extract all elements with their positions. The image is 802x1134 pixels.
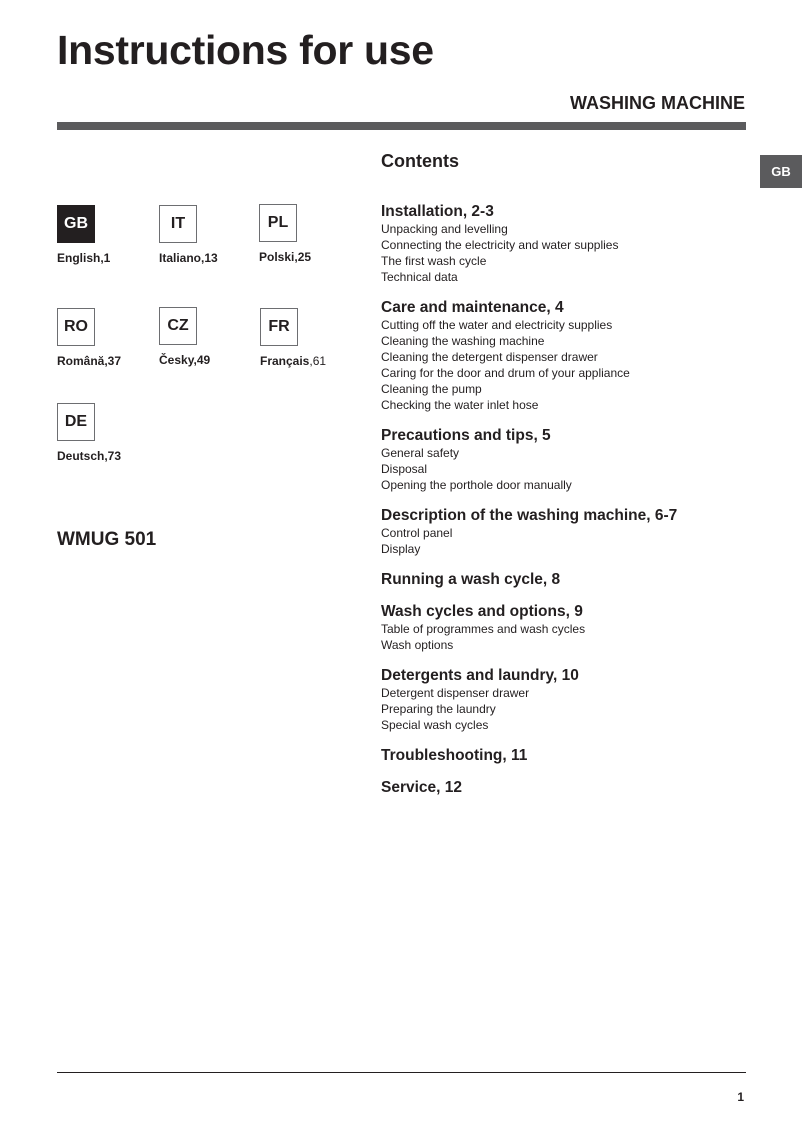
- table-of-contents: [381, 202, 741, 810]
- language-page: ,25: [294, 250, 312, 264]
- language-name: English: [57, 251, 101, 265]
- language-label: [159, 251, 259, 265]
- language-option-cz[interactable]: [159, 307, 259, 367]
- toc-heading[interactable]: Running a wash cycle, 8: [381, 571, 561, 588]
- toc-heading[interactable]: Service, 12: [381, 779, 463, 796]
- toc-heading[interactable]: Precautions and tips, 5: [381, 427, 551, 444]
- language-page: ,49: [193, 353, 211, 367]
- language-code-box[interactable]: DE: [57, 403, 95, 441]
- contents-title: Contents: [381, 151, 459, 171]
- language-name: Česky: [159, 353, 194, 367]
- toc-heading[interactable]: Wash cycles and options, 9: [381, 603, 583, 620]
- language-label: [159, 353, 259, 367]
- toc-heading[interactable]: Detergents and laundry, 10: [381, 667, 579, 684]
- page-number: 1: [737, 1090, 744, 1104]
- toc-heading[interactable]: Installation, 2-3: [381, 203, 494, 220]
- language-page: ,73: [104, 449, 122, 463]
- toc-section: [381, 570, 741, 589]
- toc-item[interactable]: Caring for the door and drum of your appliance: [381, 366, 630, 380]
- toc-section: [381, 602, 741, 653]
- language-label: [57, 251, 157, 265]
- toc-item[interactable]: Cleaning the washing machine: [381, 334, 545, 348]
- toc-section: [381, 202, 741, 285]
- toc-item[interactable]: General safety: [381, 446, 460, 460]
- language-option-ro[interactable]: [57, 308, 157, 368]
- language-code-box[interactable]: RO: [57, 308, 95, 346]
- language-page: ,1: [100, 251, 111, 265]
- bottom-divider: [57, 1072, 746, 1073]
- toc-item[interactable]: Wash options: [381, 638, 454, 652]
- toc-section: [381, 426, 741, 493]
- toc-item[interactable]: Disposal: [381, 462, 428, 476]
- language-page: ,61: [309, 354, 327, 368]
- toc-item[interactable]: Display: [381, 542, 421, 556]
- language-page: ,13: [201, 251, 218, 265]
- language-option-it[interactable]: [159, 205, 259, 265]
- language-code-box[interactable]: FR: [260, 308, 298, 346]
- toc-item[interactable]: Opening the porthole door manually: [381, 478, 572, 492]
- language-side-tab: GB: [760, 155, 802, 188]
- toc-item[interactable]: Table of programmes and wash cycles: [381, 622, 586, 636]
- model-number: WMUG 501: [57, 529, 157, 550]
- toc-item[interactable]: Cleaning the detergent dispenser drawer: [381, 350, 598, 364]
- language-option-pl[interactable]: [259, 204, 359, 264]
- toc-item[interactable]: Connecting the electricity and water supplies: [381, 238, 619, 252]
- language-code-box[interactable]: GB: [57, 205, 95, 243]
- toc-item[interactable]: The first wash cycle: [381, 254, 487, 268]
- toc-item[interactable]: Unpacking and levelling: [381, 222, 508, 236]
- language-label: [260, 354, 360, 368]
- language-name: Italiano: [159, 251, 202, 265]
- language-page: ,37: [104, 354, 122, 368]
- language-option-fr[interactable]: [260, 308, 360, 368]
- language-label: [57, 449, 157, 463]
- toc-heading[interactable]: Description of the washing machine, 6-7: [381, 507, 678, 524]
- toc-heading[interactable]: Troubleshooting, 11: [381, 747, 528, 764]
- language-name: Română: [57, 354, 105, 368]
- toc-section: [381, 746, 741, 765]
- language-code-box[interactable]: PL: [259, 204, 297, 242]
- toc-item[interactable]: Technical data: [381, 270, 458, 284]
- product-type: WASHING MACHINE: [570, 93, 745, 113]
- toc-item[interactable]: Control panel: [381, 526, 453, 540]
- language-code-box[interactable]: CZ: [159, 307, 197, 345]
- toc-item[interactable]: Cutting off the water and electricity supplies: [381, 318, 613, 332]
- language-option-gb[interactable]: [57, 205, 157, 265]
- toc-item[interactable]: Checking the water inlet hose: [381, 398, 539, 412]
- toc-section: [381, 506, 741, 557]
- language-name: Deutsch: [57, 449, 105, 463]
- language-label: [57, 354, 157, 368]
- toc-heading[interactable]: Care and maintenance, 4: [381, 299, 564, 316]
- toc-section: [381, 298, 741, 413]
- language-name: Polski: [259, 250, 295, 264]
- language-label: [259, 250, 359, 264]
- toc-section: [381, 778, 741, 797]
- toc-item[interactable]: Detergent dispenser drawer: [381, 686, 530, 700]
- toc-item[interactable]: Special wash cycles: [381, 718, 489, 732]
- toc-item[interactable]: Preparing the laundry: [381, 702, 496, 716]
- toc-item[interactable]: Cleaning the pump: [381, 382, 482, 396]
- top-divider: [57, 122, 746, 130]
- language-option-de[interactable]: [57, 403, 157, 463]
- language-code-box[interactable]: IT: [159, 205, 197, 243]
- toc-section: [381, 666, 741, 733]
- page-title: Instructions for use: [57, 27, 434, 73]
- language-name: Français: [260, 354, 310, 368]
